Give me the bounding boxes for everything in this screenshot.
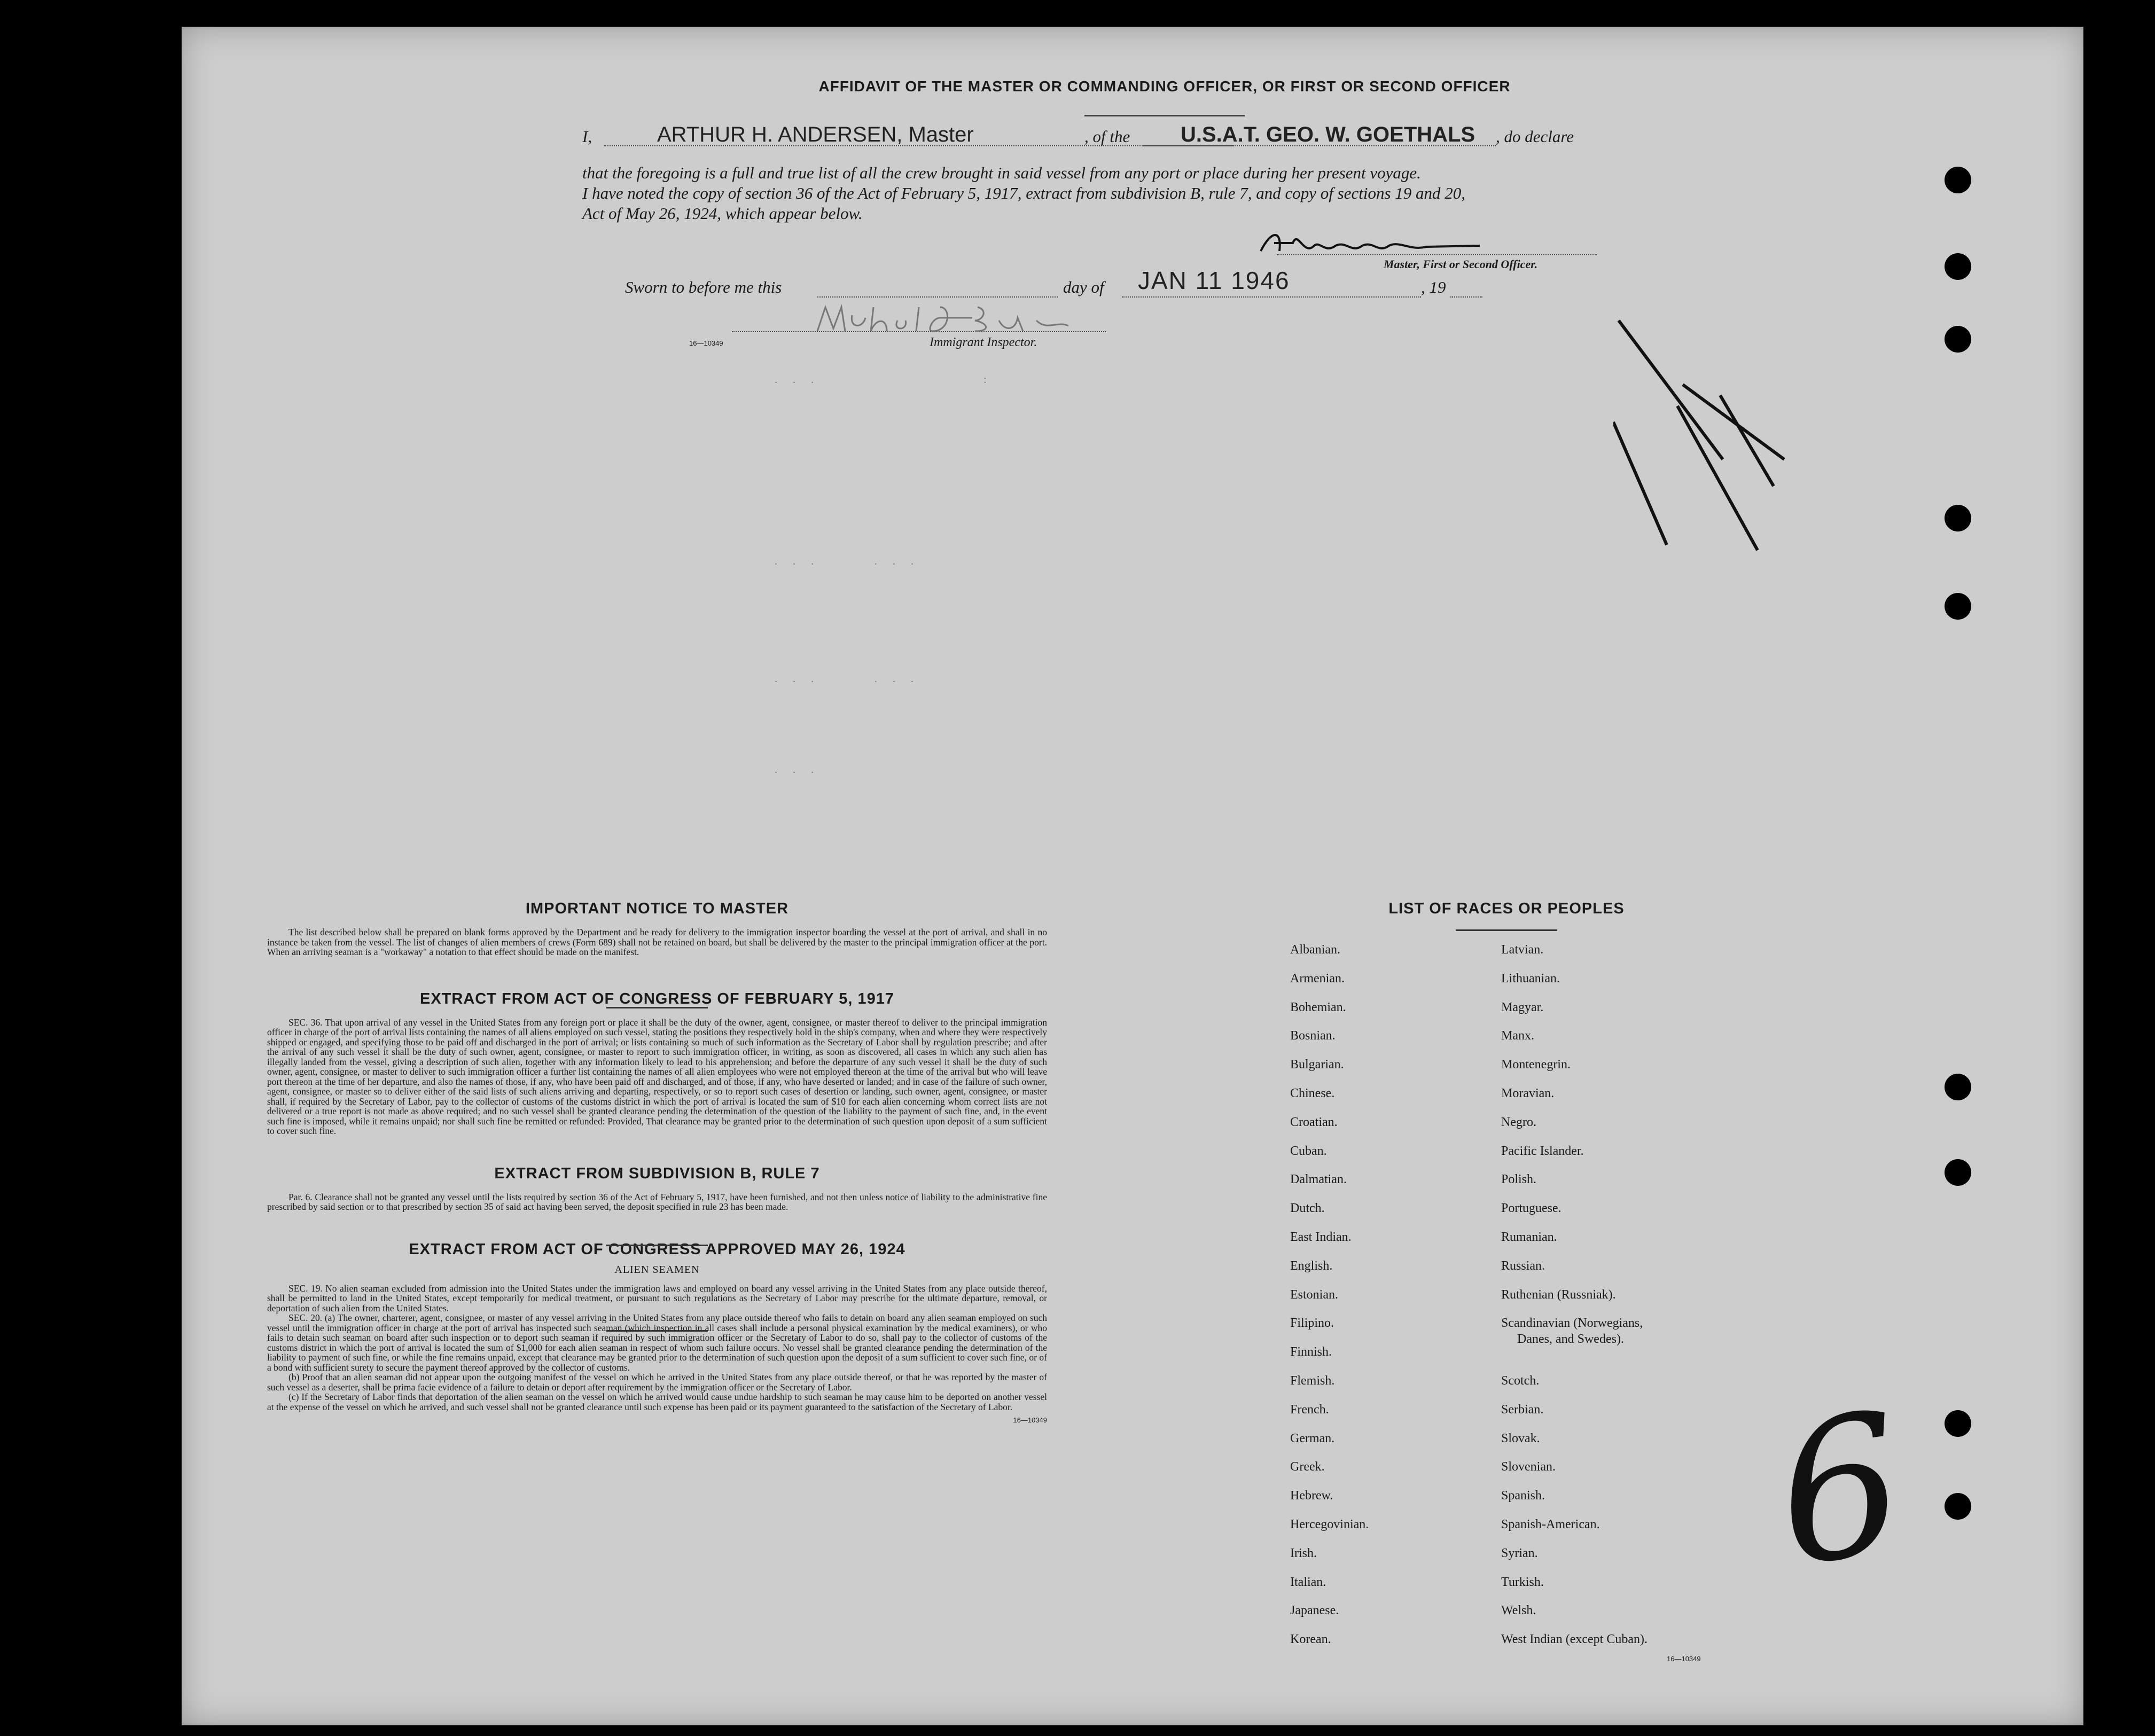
- race-item: Albanian.: [1290, 943, 1340, 957]
- extract-1924-title: EXTRACT FROM ACT OF CONGRESS APPROVED MAY 26, 1924: [409, 1240, 905, 1258]
- race-item: Negro.: [1501, 1115, 1536, 1129]
- extract-1924-sec19: SEC. 19. No alien seaman excluded from admission into the United States under the immigration laws and employed on board any vessel arriving in the United States from any place outside thereof, shall be permitted to land in the United States, except temporarily for medical treatment, or pursuant to such regulations as the Secretary of Labor may prescribe for the ultimate departure, removal, or deportation of such alien from the United States.: [267, 1283, 1047, 1313]
- extract-rule7-text: Par. 6. Clearance shall not be granted any vessel until the lists required by section 36 of the Act of February 5, 1917, have been furnished, and not then unless notice of liability to the administrative fine prescribed by said section or to that prescribed by section 35 of said act having been served, the deposit specified in rule 23 has been made.: [267, 1191, 1047, 1212]
- race-item: Armenian.: [1290, 971, 1345, 986]
- race-item: Hebrew.: [1290, 1489, 1333, 1503]
- affidavit-title: AFFIDAVIT OF THE MASTER OR COMMANDING OFFICER, OR FIRST OR SECOND OFFICER: [818, 78, 1511, 95]
- race-item: Korean.: [1290, 1632, 1331, 1647]
- race-item: Italian.: [1290, 1575, 1326, 1589]
- notice-text: The list described below shall be prepared on blank forms approved by the Department and be ready for delivery to the immigration inspector boarding the vessel at the port of arrival, and shall in no instance be taken from the vessel. The list of changes of alien members of crews (Form 689) shall not be retained on board, but shall be delivered by the master to the principal immigration officer at the port. When an arriving seaman is a "workaway" a notation to that effect should be made on the manifest.: [267, 927, 1047, 957]
- document-page: [182, 27, 2083, 1725]
- master-name: ARTHUR H. ANDERSEN, Master: [657, 123, 974, 146]
- handwritten-number: 6: [1763, 1371, 1917, 1609]
- notice-text-block: [267, 927, 1047, 957]
- race-item: Lithuanian.: [1501, 971, 1560, 986]
- punch-hole: [1945, 1159, 1971, 1186]
- race-item: Rumanian.: [1501, 1230, 1557, 1244]
- race-item: Spanish.: [1501, 1489, 1545, 1503]
- extract-1924-subtitle: ALIEN SEAMEN: [614, 1263, 700, 1276]
- race-item: East Indian.: [1290, 1230, 1352, 1244]
- punch-hole: [1945, 253, 1971, 280]
- extract-rule7-title: EXTRACT FROM SUBDIVISION B, RULE 7: [494, 1164, 820, 1182]
- race-item: Slovenian.: [1501, 1460, 1556, 1474]
- inspector-caption: Immigrant Inspector.: [930, 335, 1037, 349]
- race-item: Slovak.: [1501, 1431, 1540, 1445]
- signature-caption: Master, First or Second Officer.: [1384, 257, 1538, 271]
- race-item: Spanish-American.: [1501, 1517, 1600, 1531]
- divider-1: [606, 1007, 708, 1008]
- stamped-date: JAN 11 1946: [1138, 267, 1290, 294]
- vessel-name: U.S.A.T. GEO. W. GOETHALS: [1181, 123, 1475, 146]
- race-item: French.: [1290, 1402, 1329, 1417]
- race-item: Montenegrin.: [1501, 1058, 1571, 1072]
- form-number-left: 16—10349: [1013, 1416, 1047, 1424]
- race-item: Chinese.: [1290, 1086, 1335, 1100]
- race-item: West Indian (except Cuban).: [1501, 1632, 1648, 1647]
- sworn-label: Sworn to before me this: [625, 278, 782, 296]
- race-item: Filipino.: [1290, 1316, 1334, 1331]
- extract-1924-block: [267, 1284, 1047, 1412]
- year-prefix: , 19: [1421, 278, 1446, 296]
- races-column-1: [1290, 943, 1369, 1661]
- race-item: Manx.: [1501, 1029, 1534, 1043]
- extract-1917-text: SEC. 36. That upon arrival of any vessel in the United States from any foreign port or place it shall be the duty of the owner, agent, consignee, or master thereof to deliver to the principal immigration officer in charge of the port of arrival lists containing the names of all aliens employed on such vessel, stating the positions they respectively hold in the ship's company, when and where they were respectively shipped or engaged, and specifying those to be paid off and discharged in the port of arrival; or lists containing so much of such information as the Secretary of Labor shall by regulation prescribe; and after the arrival of any such vessel it shall be the duty of such owner, agent, consignee, or master to report to such immigration officer, in writing, as soon as discovered, all cases in which any such alien has illegally landed from the vessel, giving a description of such alien, together with any information likely to lead to his apprehension; and before the departure of any such vessel it shall be the duty of such owner, agent, consignee, or master to deliver to such immigration officer a further list containing the names of all alien employees who were not employed thereon at the time of the arrival but who will leave port thereon at the time of her departure, and also the names of those, if any, who have been paid off and discharged, and of those, if any, who have deserted or landed; and in case of the failure of such owner, agent, consignee, or master so to deliver either of the said lists of such aliens arriving and departing, respectively, or so to report such cases of desertion or landing, such owner, agent, consignee, or master shall, if required by the Secretary of Labor, pay to the collector of customs of the customs district in which the port of arrival is located the sum of $10 for each alien concerning whom correct lists are not delivered or a true report is not made as above required; and no such vessel shall be granted clearance pending the determination of the question of the liability to the payment of such fine, and, in the event such fine is imposed, while it remains unpaid; nor shall such fine be remitted or refunded: Provided, That clearance may be granted prior to the determination of such question upon deposit of a sum sufficient to cover such fine.: [267, 1016, 1047, 1136]
- race-item: Serbian.: [1501, 1402, 1544, 1417]
- faint-ticks-row-1: . . . :: [775, 374, 993, 386]
- race-item: Bulgarian.: [1290, 1058, 1344, 1072]
- punch-hole: [1945, 1074, 1971, 1100]
- races-title-underline: [1456, 929, 1557, 931]
- notice-title: IMPORTANT NOTICE TO MASTER: [525, 900, 789, 917]
- of-the-label: , of the: [1084, 127, 1130, 146]
- affidavit-body-line-1: that the foregoing is a full and true list of all the crew brought in said vessel from any port or place during her present voyage.: [582, 163, 1421, 182]
- race-item: Portuguese.: [1501, 1201, 1561, 1216]
- punch-hole: [1945, 1493, 1971, 1520]
- race-item: Cuban.: [1290, 1144, 1327, 1158]
- extract-rule7-block: [267, 1192, 1047, 1212]
- race-item: Bohemian.: [1290, 1000, 1346, 1014]
- punch-hole: [1945, 593, 1971, 620]
- race-item: German.: [1290, 1431, 1335, 1445]
- form-number-right: 16—10349: [1667, 1655, 1701, 1663]
- affidavit-pronoun: I,: [582, 127, 592, 146]
- extract-1917-block: [267, 1018, 1047, 1136]
- race-item: Dutch.: [1290, 1201, 1325, 1216]
- race-item: Japanese.: [1290, 1604, 1339, 1618]
- divider-3: [606, 1330, 708, 1332]
- race-item: Bosnian.: [1290, 1029, 1336, 1043]
- race-item: Danes, and Swedes).: [1517, 1332, 1624, 1347]
- title-underline: [1084, 115, 1245, 116]
- faint-ticks-row-2: . . . . . .: [775, 556, 920, 567]
- affidavit-body-line-3: Act of May 26, 1924, which appear below.: [582, 204, 863, 223]
- races-title: LIST OF RACES OR PEOPLES: [1388, 900, 1625, 917]
- race-item: Welsh.: [1501, 1604, 1536, 1618]
- race-item: Irish.: [1290, 1546, 1317, 1560]
- day-of-label: day of: [1063, 278, 1104, 296]
- race-item: Ruthenian (Russniak).: [1501, 1287, 1616, 1302]
- race-item: Hercegovinian.: [1290, 1517, 1369, 1531]
- punch-hole: [1945, 167, 1971, 193]
- extract-1924-sec20a: SEC. 20. (a) The owner, charterer, agent, consignee, or master of any vessel arriving in the United States from any place outside thereof who fails to detain on board any alien seaman employed on such vessel until the immigration officer in charge at the port of arrival has inspected such seaman (which inspection in all cases shall include a personal physical examination by the medical examiners), or who fails to detain such seaman on board after such inspection or to deport such seaman if required by such immigration officer or the Secretary of Labor to do so, shall pay to the collector of customs of the customs district in which the port of arrival is located the sum of $1,000 for each alien seaman in respect of whom such failure occurs. No vessel shall be granted clearance pending the determination of the liability to payment of such fine, or while the fine remains unpaid, except that clearance may be granted prior to the determination of such question upon the deposit of a sum sufficient to cover such fine, or of a bond with sufficient surety to secure the payment thereof approved by the collector of customs.: [267, 1312, 1047, 1373]
- punch-hole: [1945, 326, 1971, 353]
- extract-1924-sec20b: (b) Proof that an alien seaman did not appear upon the outgoing manifest of the vessel on which he arrived in the United States from any place outside thereof, or that he was reported by the master of such vessel as a deserter, shall be prima facie evidence of a failure to detain or deport after requirement by the immigration officer or the Secretary of Labor.: [267, 1372, 1047, 1393]
- race-item: Scotch.: [1501, 1373, 1540, 1388]
- race-item: Polish.: [1501, 1172, 1537, 1187]
- race-item: Dalmatian.: [1290, 1172, 1347, 1187]
- affidavit-body-line-2: I have noted the copy of section 36 of the Act of February 5, 1917, extract from subdivision B, rule 7, and copy of sections 19 and 20,: [582, 184, 1466, 202]
- race-item: English.: [1290, 1258, 1333, 1273]
- race-item: Russian.: [1501, 1258, 1545, 1273]
- extract-1924-sec20c: (c) If the Secretary of Labor finds that deportation of the alien seaman on the vessel on which he arrived would cause undue hardship to such seaman he may cause him to be deported on another vessel at the expense of the vessel on which he arrived, and such vessel shall not be granted clearance until such expense has been paid or its payment guaranteed to the satisfaction of the Secretary of Labor.: [267, 1391, 1047, 1412]
- race-item: Finnish.: [1290, 1345, 1332, 1359]
- form-number-top: 16—10349: [689, 339, 723, 347]
- faint-ticks-row-4: . . .: [775, 764, 820, 776]
- race-item: Magyar.: [1501, 1000, 1544, 1014]
- race-item: Pacific Islander.: [1501, 1144, 1584, 1158]
- race-item: Scandinavian (Norwegians,: [1501, 1316, 1643, 1331]
- race-item: Latvian.: [1501, 943, 1544, 957]
- race-item: Syrian.: [1501, 1546, 1538, 1560]
- race-item: Greek.: [1290, 1460, 1325, 1474]
- race-item: Croatian.: [1290, 1115, 1338, 1129]
- race-item: Estonian.: [1290, 1287, 1338, 1302]
- race-item: Flemish.: [1290, 1373, 1335, 1388]
- do-declare-label: , do declare: [1496, 127, 1574, 146]
- sworn-day-blank: [817, 296, 1058, 298]
- faint-ticks-row-3: . . . . . .: [775, 673, 920, 685]
- sworn-month-blank: [1122, 296, 1421, 298]
- sworn-year-blank: [1450, 296, 1482, 298]
- handwritten-tally-marks: [1613, 315, 1790, 614]
- races-column-2: [1501, 943, 1648, 1661]
- left-notice-column: [267, 900, 1047, 1424]
- extract-1917-title: EXTRACT FROM ACT OF CONGRESS OF FEBRUARY 5, 1917: [419, 990, 895, 1007]
- race-item: Moravian.: [1501, 1086, 1555, 1100]
- master-signature: [1250, 224, 1485, 262]
- divider-2: [606, 1245, 708, 1246]
- race-item: Turkish.: [1501, 1575, 1544, 1589]
- punch-hole: [1945, 505, 1971, 531]
- punch-hole: [1945, 1410, 1971, 1437]
